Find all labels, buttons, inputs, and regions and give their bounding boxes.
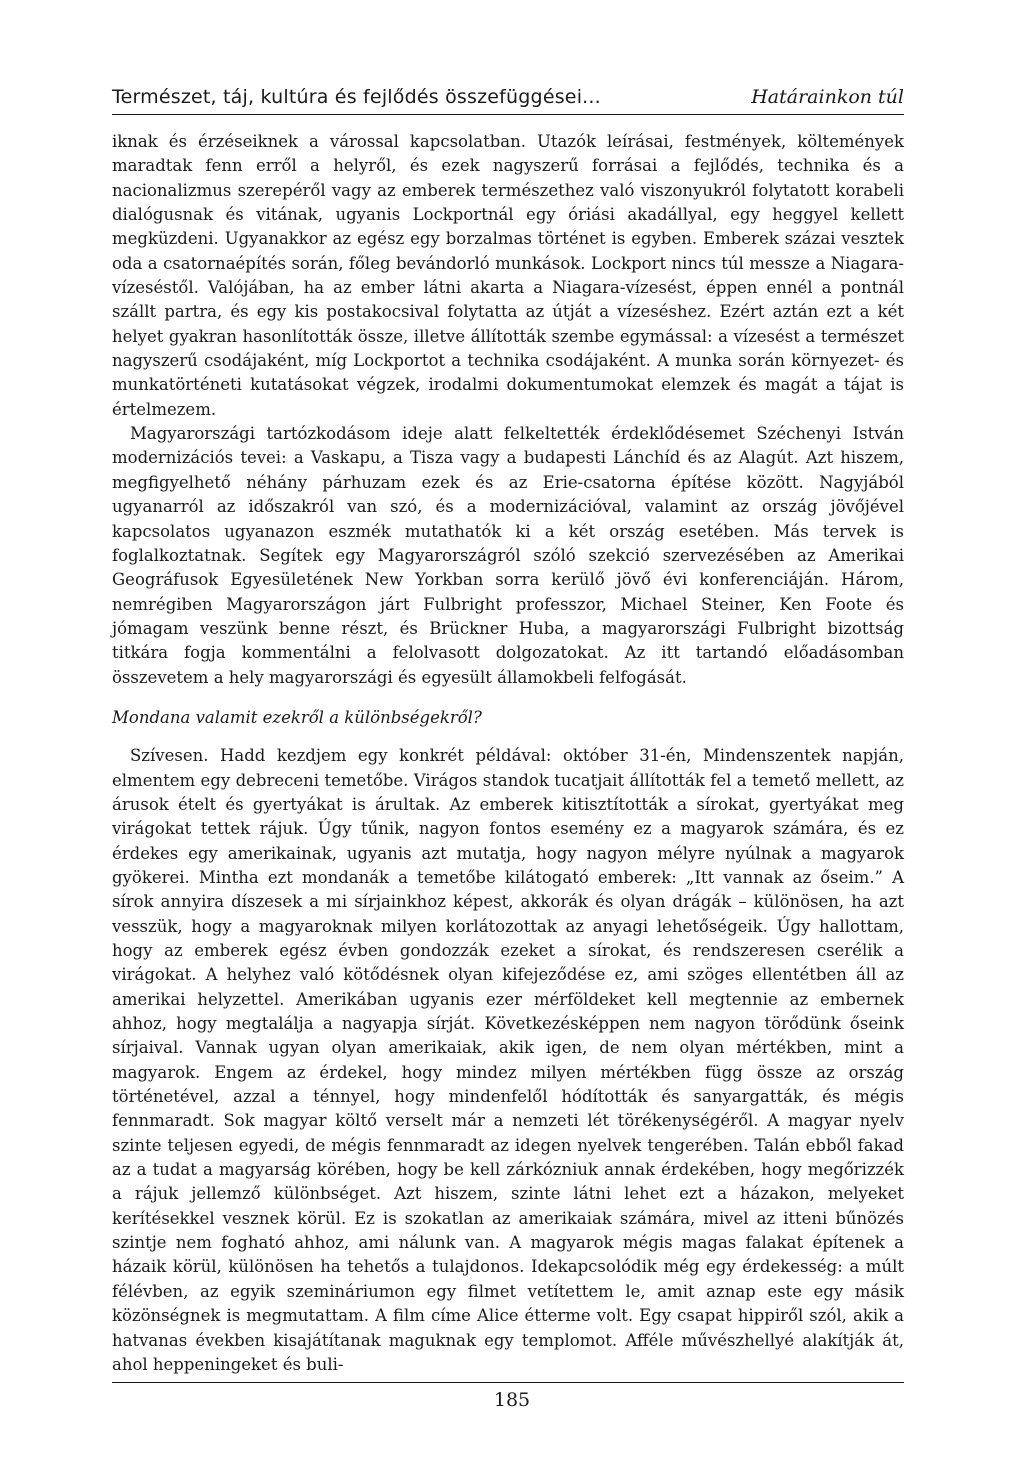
paragraph-continued: iknak és érzéseiknek a várossal kapcsolatban. Utazók leírásai, festmények, költemények maradtak fenn erről a helyről, és ezek nagyszerű forrásai a fejlődés, technika és a nacionalizmus szerepéről vagy az emberek természethez való viszonyukról folytatott korabeli dialógusnak és vitának, ugyanis Lockportnál egy óriási akadállyal, egy heggyel kellett megküzdeni. Ugyanakkor az egész egy borzalmas történet is egyben. Emberek százai vesztek oda a csatornaépítés során, főleg bevándorló munkások. Lockport nincs túl messze a Niagara-vízeséstől. Valójában, ha az ember látni akarta a Niagara-vízesést, éppen ennél a pontnál szállt partra, és egy kis postakocsival folytatta az útját a vízeséshez. Ezért aztán ezt a két helyet gyakran hasonlították össze, illetve állították szembe egymással: a vízesést a természet nagyszerű csodájaként, míg Lockportot a technika csodájaként. A munka során környezet- és munkatörténeti kutatásokat végzek, irodalmi dokumentumokat elemzek és magát a tájat is értelmezem. [112,132,904,419]
footer-rule [112,1382,904,1383]
running-header [112,86,904,108]
running-header-title: Természet, táj, kultúra és fejlődés összefüggései... [112,86,601,108]
paragraph: Magyarországi tartózkodásom ideje alatt felkeltették érdeklődésemet Széchenyi István modernizációs tevei: a Vaskapu, a Tisza vagy a budapesti Lánchíd és az Alagút. Azt hiszem, megfigyelhető néhány párhuzam ezek és az Erie-csatorna építése között. Nagyjából ugyanarról az időszakról van szó, és a modernizációval, valamint az ország jövőjével kapcsolatos ugyanazon eszmék mutathatók ki a két ország esetében. Más tervek is foglalkoztatnak. Segítek egy Magyarországról szóló szekció szervezésében az Amerikai Geográfusok Egyesületének New Yorkban sorra kerülő jövő évi konferenciáján. Három, nemrégiben Magyarországon járt Fulbright professzor, Michael Steiner, Ken Foote és jómagam veszünk benne részt, és Brückner Huba, a magyarországi Fulbright bizottság titkára fogja kommentálni a felolvasott dolgozatokat. Az itt tartandó előadásomban összevetem a hely magyarországi és egyesült államokbeli felfogását. [112,424,904,687]
page-number: 185 [493,1389,531,1411]
paragraph: Szívesen. Hadd kezdjem egy konkrét példával: október 31-én, Mindenszentek napján, elmentem egy debreceni temetőbe. Virágos standok tucatjait állították fel a temető mellett, az árusok ételt és gyertyákat is árultak. Az emberek kitisztították a sírokat, gyertyákat meg virágokat tettek rájuk. Úgy tűnik, nagyon fontos esemény ez a magyarok számára, és ez érdekes egy amerikainak, ugyanis azt mutatja, hogy nagyon mélyre nyúlnak a magyarok gyökerei. Mintha ezt mondanák a temetőbe kilátogató emberek: „Itt vannak az őseim.” A sírok annyira díszesek a mi sírjainkhoz képest, akkorák és olyan drágák – különösen, ha azt vesszük, hogy a magyaroknak milyen korlátozottak az anyagi lehetőségeik. Úgy hallottam, hogy az emberek egész évben gondozzák ezeket a sírokat, és rendszeresen cserélik a virágokat. A helyhez való kötődésnek olyan kifejeződése ez, ami szöges ellentétben áll az amerikai helyzettel. Amerikában ugyanis ezer mérföldeket kell megtennie az embernek ahhoz, hogy megtalálja a nagyapja sírját. Következésképpen nem nagyon törődünk őseink sírjaival. Vannak ugyan olyan amerikaiak, akik igen, de nem olyan mértékben, mint a magyarok. Engem az érdekel, hogy mindez milyen mértékben függ össze az ország történetével, azzal a ténnyel, hogy mindenfelől hódították és sanyargatták, és mégis fennmaradt. Sok magyar költő verselt már a nemzeti lét törékenységéről. A magyar nyelv szinte teljesen egyedi, de mégis fennmaradt az idegen nyelvek tengerében. Talán ebből fakad az a tudat a magyarság körében, hogy be kell zárkózniuk annak érdekében, hogy megőrizzék a rájuk jellemző különbséget. Azt hiszem, szinte látni lehet ezt a házakon, melyeket kerítésekkel vesznek körül. Ez is szokatlan az amerikaiak számára, mivel az itteni bűnözés szintje nem fogható ahhoz, ami nálunk van. A magyarok mégis magas falakat építenek a házaik körül, különösen ha tehetős a tulajdonos. Idekapcsolódik még egy érdekesség: a múlt félévben, az egyik szemináriumon egy filmet vetítettem le, amit aznap este egy másik közönségnek is megmutattam. A film címe Alice étterme volt. Egy csapat hippiről szól, akik a hatvanas években kisajátítanak maguknak egy templomot. Afféle művészhellyé alakítják át, ahol heppeningeket és buli- [112,746,904,1374]
body-text [112,130,904,1377]
running-header-section: Határainkon túl [751,86,904,108]
interview-question: Mondana valamit ezekről a különbségekről? [112,707,482,727]
header-rule [112,114,904,115]
